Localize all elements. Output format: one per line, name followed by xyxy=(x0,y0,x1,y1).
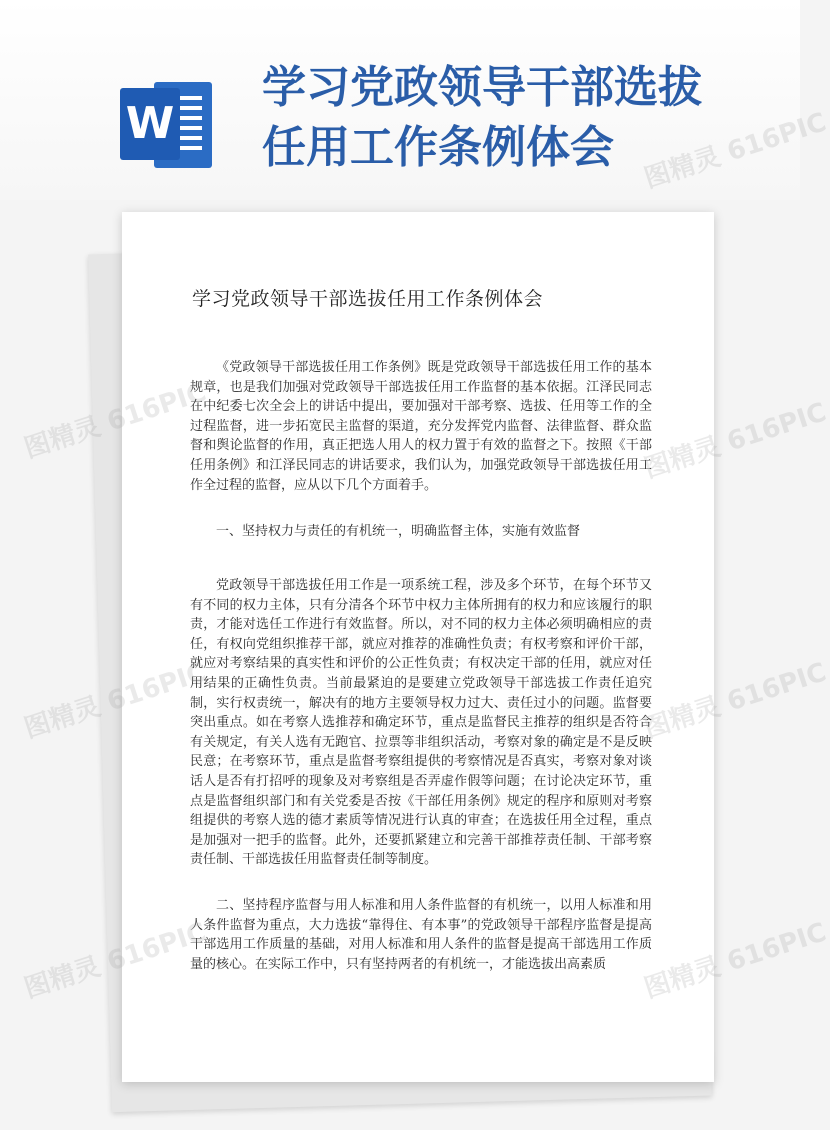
section-heading-1: 一、坚持权力与责任的有机统一，明确监督主体，实施有效监督 xyxy=(216,524,581,539)
watermark-text: 图精灵 616PIC xyxy=(640,917,830,1005)
word-letter-badge: W xyxy=(120,88,180,160)
watermark-text: 图精灵 616PIC xyxy=(20,377,210,465)
document-title: 学习党政领导干部选拔任用工作条例体会 xyxy=(192,288,544,310)
watermark-text: 图精灵 616PIC xyxy=(640,107,830,195)
watermark-text: 图精灵 616PIC xyxy=(640,657,830,745)
watermark-text: 图精灵 616PIC xyxy=(20,917,210,1005)
document-page xyxy=(122,212,714,1082)
paragraph-intro: 《党政领导干部选拔任用工作条例》既是党政领导干部选拔任用工作的基本规章，也是我们加强对党政领导干部选拔任用工作监督的基本依据。江泽民同志在中纪委七次全会上的讲话中提出，要加强对干部考察、选拔、任用等工作的全过程监督，进一步拓宽民主监督的渠道，充分发挥党内监督、法律监督、群众监督和舆论监督的作用，真正把选人用人的权力置于有效的监督之下。按照《干部任用条例》和江泽民同志的讲话要求，我们认为，加强党政领导干部选拔任用工作全过程的监督，应从以下几个方面着手。 xyxy=(190,360,652,493)
paragraph-section-1: 党政领导干部选拔任用工作是一项系统工程，涉及多个环节，在每个环节又有不同的权力主体，只有分清各个环节中权力主体所拥有的权力和应该履行的职责，才能对选任工作进行有效监督。所以，对不同的权力主体必须明确相应的责任，有权向党组织推荐干部，就应对推荐的准确性负责；有权考察和评价干部，就应对考察结果的真实性和评价的公正性负责；有权决定干部的任用，就应对任用结果的正确性负责。当前最紧迫的是要建立党政领导干部选拔工作责任追究制，实行权责统一，解决有的地方主要领导权力过大、责任过小的问题。监督要突出重点。如在考察人选推荐和确定环节，重点是监督民主推荐的组织是否符合有关规定，有关人选有无跑官、拉票等非组织活动，考察对象的确定是不是反映民意；在考察环节，重点是监督考察组提供的考察情况是否真实，考察对象对谈话人是否有打招呼的现象及对考察组是否弄虚作假等问题；在讨论决定环节，重点是监督组织部门和有关党委是否按《干部任用条例》规定的程序和原则对考察组提供的考察人选的德才素质等情况进行认真的审查；在选拔任用全过程，重点是加强对一把手的监督。此外，还要抓紧建立和完善干部推荐责任制、干部考察责任制、干部选拔任用监督责任制等制度。 xyxy=(190,578,652,868)
banner-title-line1: 学习党政领导干部选拔 xyxy=(262,62,702,113)
banner-title xyxy=(262,58,782,178)
header-banner xyxy=(0,0,800,200)
watermark-text: 图精灵 616PIC xyxy=(640,397,830,485)
banner-title-line2: 任用工作条例体会 xyxy=(262,122,614,173)
word-document-icon xyxy=(120,82,212,168)
paragraph-section-2: 二、坚持程序监督与用人标准和用人条件监督的有机统一，以用人标准和用人条件监督为重点，大力选拔“靠得住、有本事”的党政领导干部程序监督是提高干部选用工作质量的基础，对用人标准和用人条件的监督是提高干部选用工作质量的核心。在实际工作中，只有坚持两者的有机统一，才能选拔出高素质 xyxy=(190,898,652,972)
watermark-text: 图精灵 616PIC xyxy=(20,657,210,745)
